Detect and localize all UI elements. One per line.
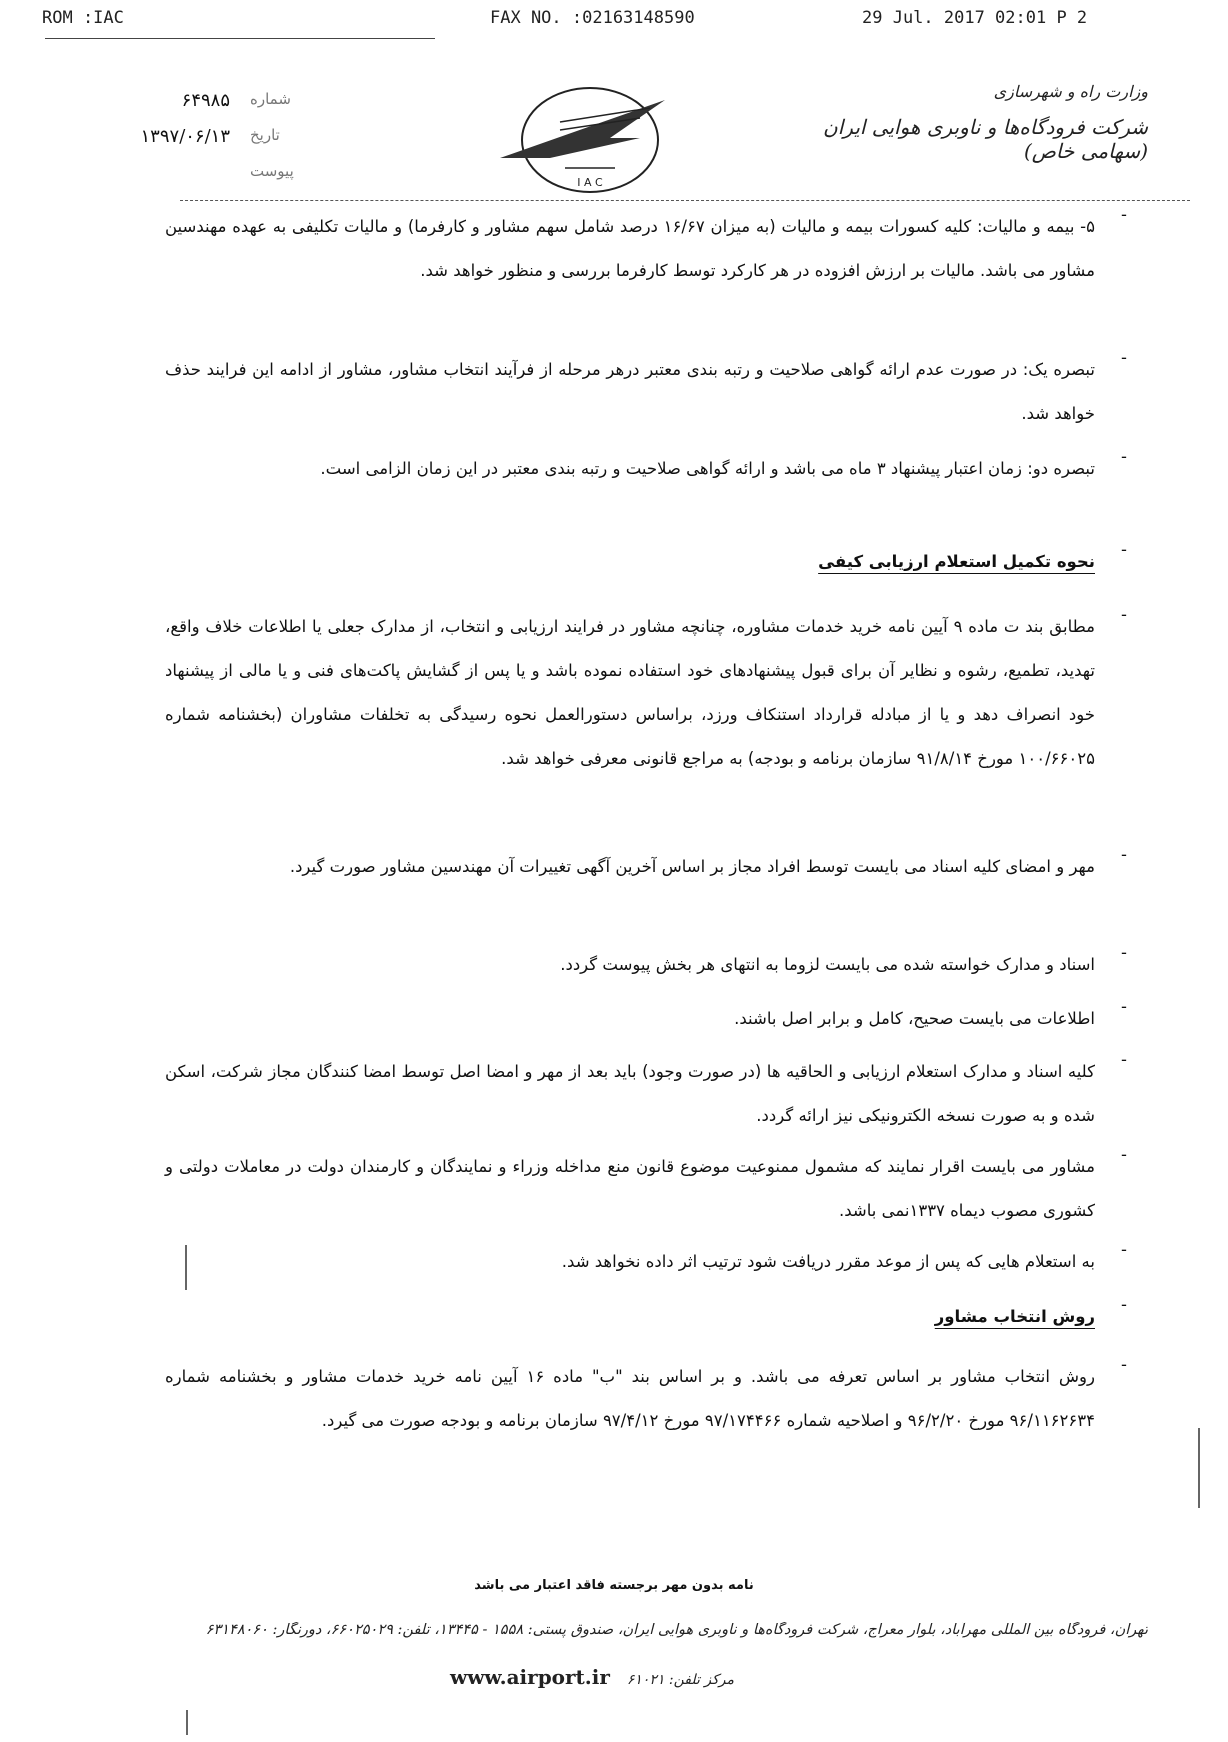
paragraph-prohibition-law: - مشاور می بایست اقرار نمایند که مشمول ممنوعیت موضوع قانون منع مداخله وزراء و نمایندگان و کارمندان دولت در معاملات دولتی و کشوری مصوب دیماه ۱۳۳۷نمی باشد.	[165, 1145, 1127, 1220]
paragraph-documents-attach: - اسناد و مدارک خواسته شده می بایست لزوما به انتهای هر بخش پیوست گردد.	[560, 943, 1127, 974]
paragraph-stamp-signature: - مهر و امضای کلیه اسناد می بایست توسط افراد مجاز بر اساس آخرین آگهی تغییرات آن مهندسین مشاور صورت گیرد.	[289, 845, 1127, 876]
footer-validity-note: نامه بدون مهر برجسته فاقد اعتبار می باشد	[474, 1578, 754, 1593]
fax-datetime: 29 Jul. 2017 02:01 P 2	[862, 8, 1088, 28]
paragraph-scan-documents: - کلیه اسناد و مدارک استعلام ارزیابی و الحاقیه ها (در صورت وجود) باید بعد از مهر و امضا اصل توسط امضا کنندگان مجاز شرکت، اسکن شده و به صورت نسخه الکترونیکی نیز ارائه گردد.	[165, 1050, 1127, 1125]
logo-letters: I A C	[577, 176, 603, 189]
organization-name	[768, 82, 1148, 163]
heading-quality-assessment: - نحوه تکمیل استعلام ارزیابی کیفی	[818, 540, 1127, 571]
letter-date: ۱۳۹۷/۰۶/۱۳	[140, 126, 230, 147]
paragraph-insurance-tax: - ۵- بیمه و مالیات: کلیه کسورات بیمه و مالیات (به میزان ۱۶/۶۷ درصد شامل سهم مشاور و کارفرما) و مالیات تکلیفی به عهده مهندسین مشاور می باشد. مالیات بر ارزش افزوده در هر کارکرد توسط کارفرما بررسی و منظور خواهد شد.	[165, 205, 1127, 280]
margin-mark	[185, 1245, 187, 1290]
fax-header-rule	[45, 38, 435, 39]
fax-number: FAX NO. :02163148590	[490, 8, 695, 28]
ministry-name: وزارت راه و شهرسازی	[993, 82, 1148, 101]
paragraph-note-one: - تبصره یک: در صورت عدم ارائه گواهی صلاحیت و رتبه بندی معتبر درهر مرحله از فرآیند انتخاب مشاور، مشاور از ادامه این فرایند حذف خواهد شد.	[165, 348, 1127, 423]
fax-header	[0, 8, 1228, 38]
paragraph-late-inquiries: - به استعلام هایی که پس از موعد مقرر دریافت شود ترتیب اثر داده نخواهد شد.	[561, 1240, 1127, 1271]
fax-from: ROM :IAC	[42, 8, 124, 28]
letterhead-divider	[180, 200, 1190, 201]
letter-date-label: تاریخ	[250, 126, 280, 144]
footer-address: تهران، فرودگاه بین المللی مهرآباد، بلوار معراج، شرکت فرودگاه‌ها و ناوبری هوایی ایران، صندوق پستی: ۱۵۵۸ - ۱۳۴۴۵، تلفن: ۶۶۰۲۵۰۲۹، دورنگار: ۶۳۱۴۸۰۶۰	[205, 1622, 1148, 1638]
phone-center: مرکز تلفن: ۶۱۰۲۱	[626, 1672, 734, 1688]
letter-number-label: شماره	[250, 90, 291, 108]
iac-logo-icon	[490, 80, 680, 200]
letter-attachment-label: پیوست	[250, 162, 294, 180]
letter-meta	[120, 90, 300, 198]
heading-consultant-selection: - روش انتخاب مشاور	[934, 1295, 1127, 1326]
paragraph-info-accuracy: - اطلاعات می بایست صحیح، کامل و برابر اصل باشند.	[734, 997, 1127, 1028]
margin-mark	[186, 1710, 188, 1735]
footer-website	[450, 1665, 830, 1689]
website-url: www.airport.ir	[450, 1665, 610, 1689]
paragraph-violations: - مطابق بند ت ماده ۹ آیین نامه خرید خدمات مشاوره، چنانچه مشاور در فرایند ارزیابی و انتخاب، از مدارک جعلی یا اطلاعات خلاف واقع، تهدید، تطمیع، رشوه و نظایر آن برای قبول پیشنهادهای خود استفاده نموده باشد و یا پس از گشایش پاکت‌های فنی و یا مالی از پیشنهاد خود انصراف دهد و یا از مبادله قرارداد استنکاف ورزد، براساس دستورالعمل نحوه رسیدگی به تخلفات مشاوران (بخشنامه شماره ۱۰۰/۶۶۰۲۵ مورخ ۹۱/۸/۱۴ سازمان برنامه و بودجه) به مراجع قانونی معرفی خواهد شد.	[165, 605, 1127, 768]
margin-mark	[1198, 1428, 1200, 1508]
letter-number: ۶۴۹۸۵	[181, 90, 230, 111]
company-name: شرکت فرودگاه‌ها و ناوبری هوایی ایران (سهامی خاص)	[823, 115, 1148, 163]
paragraph-selection-method: - روش انتخاب مشاور بر اساس تعرفه می باشد. و بر اساس بند "ب" ماده ۱۶ آیین نامه خرید خدمات مشاور و بخشنامه شماره ۹۶/۱۱۶۲۶۳۴ مورخ ۹۶/۲/۲۰ و اصلاحیه شماره ۹۷/۱۷۴۴۶۶ مورخ ۹۷/۴/۱۲ سازمان برنامه و بودجه صورت می گیرد.	[165, 1355, 1127, 1430]
letterhead	[0, 60, 1228, 200]
paragraph-note-two: - تبصره دو: زمان اعتبار پیشنهاد ۳ ماه می باشد و ارائه گواهی صلاحیت و رتبه بندی معتبر در این زمان الزامی است.	[320, 447, 1127, 478]
